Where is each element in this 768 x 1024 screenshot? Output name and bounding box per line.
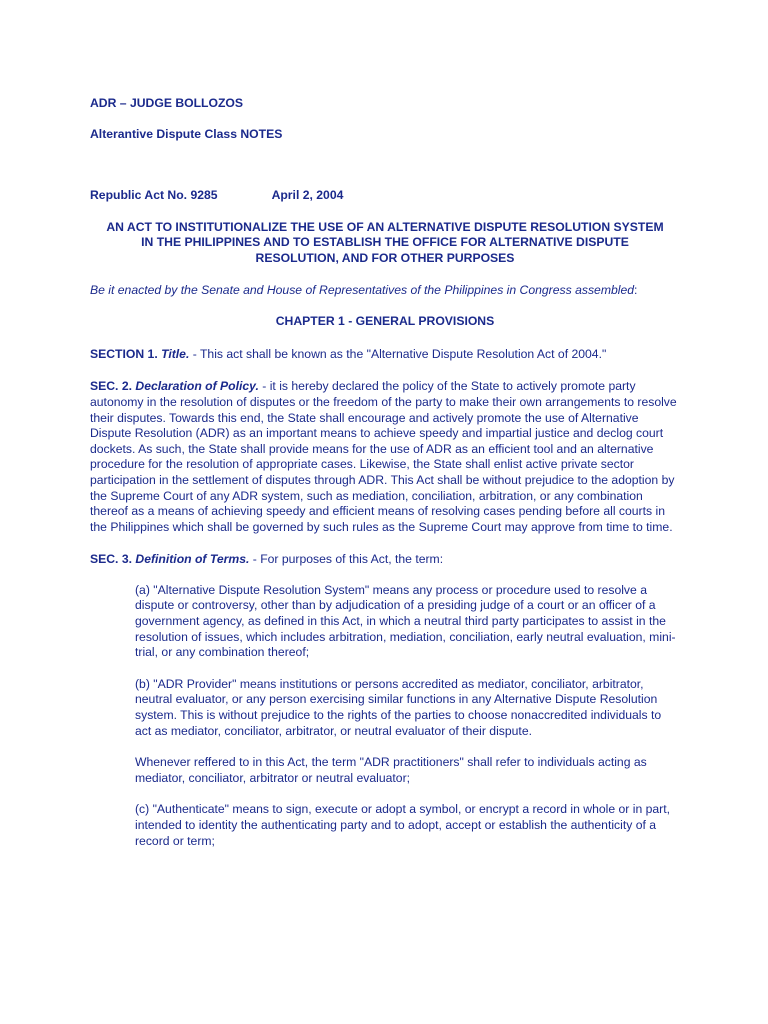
definition-c: (c) "Authenticate" means to sign, execute or adopt a symbol, or encrypt a record in whole or in part, intended to identity the authenticating party and to adopt, accept or establish the authenticity of a record or term; [135,802,671,848]
chapter-title: CHAPTER 1 - GENERAL PROVISIONS [275,314,495,329]
definition-b: (b) "ADR Provider" means institutions or persons accredited as mediator, conciliator, arbitrator, neutral evaluator, or any person exercising similar functions in any Alternative Dispute Resolution system. This is without prejudice to the rights of the parties to choose nonaccredited individuals to act as mediator, conciliator, arbitrator, or neutral evaluator of their dispute. [135,676,662,738]
definition-b-practitioners: Whenever reffered to in this Act, the term "ADR practitioners" shall refer to individuals acting as mediator, conciliator, arbitrator or neutral evaluator; [135,755,647,785]
section-text: - This act shall be known as the "Alternative Dispute Resolution Act of 2004." [189,346,607,361]
enacting-clause-main: Be it enacted by the Senate and House of Representatives of the Philippines in Congress assembled [90,282,635,297]
document-header-title: ADR – JUDGE BOLLOZOS [90,96,244,110]
act-number-line [90,188,680,204]
document-page [90,96,680,849]
document-header-subtitle: Alterantive Dispute Class NOTES [90,126,283,141]
section-1 [90,347,680,363]
section-3 [90,552,680,568]
act-number: Republic Act No. 9285 [90,188,218,203]
section-text: - For purposes of this Act, the term: [249,552,444,567]
section-label: SEC. 3. [90,552,132,567]
section-2 [90,379,680,535]
definition-a: (a) "Alternative Dispute Resolution System" means any process or procedure used to resolve a dispute or controversy, other than by adjudication of a presiding judge of a court or an officer of a government agency, as defined in this Act, in which a neutral third party participates to assist in the resolution of issues, which includes arbitration, mediation, conciliation, early neutral evaluation, mini-trial, or any combination thereof; [135,582,676,660]
act-date: April 2, 2004 [271,188,344,203]
section-label: SEC. 2. [90,379,132,394]
act-title: AN ACT TO INSTITUTIONALIZE THE USE OF AN ALTERNATIVE DISPUTE RESOLUTION SYSTEM IN THE PHILIPPINES AND TO ESTABLISH THE OFFICE FOR ALTERNATIVE DISPUTE RESOLUTION, AND FOR OTHER PURPOSES [106,219,664,265]
section-text: - it is hereby declared the policy of the State to actively promote party autonomy in the resolution of disputes or the freedom of the party to make their own arrangements to resolve their disputes. Towards this end, the State shall encourage and actively promote the use of Alternative Dispute Resolution (ADR) as an important means to achieve speedy and impartial justice and declog court dockets. As such, the State shall provide means for the use of ADR as an efficient tool and an alternative procedure for the resolution of appropriate cases. Likewise, the State shall enlist active private sector participation in the settlement of disputes through ADR. This Act shall be without prejudice to the adoption by the Supreme Court of any ADR system, such as mediation, conciliation, arbitration, or any combination thereof as a means of achieving speedy and efficient means of resolving cases pending before all courts in the Philippines which shall be governed by such rules as the Supreme Court may approve from time to time. [90,379,677,534]
section-label: SECTION 1. [90,346,158,361]
enacting-clause-end: : [634,282,638,297]
section-heading: Definition of Terms. [135,552,250,567]
section-heading: Title. [161,346,190,361]
enacting-clause [90,283,680,299]
section-heading: Declaration of Policy. [135,379,259,394]
